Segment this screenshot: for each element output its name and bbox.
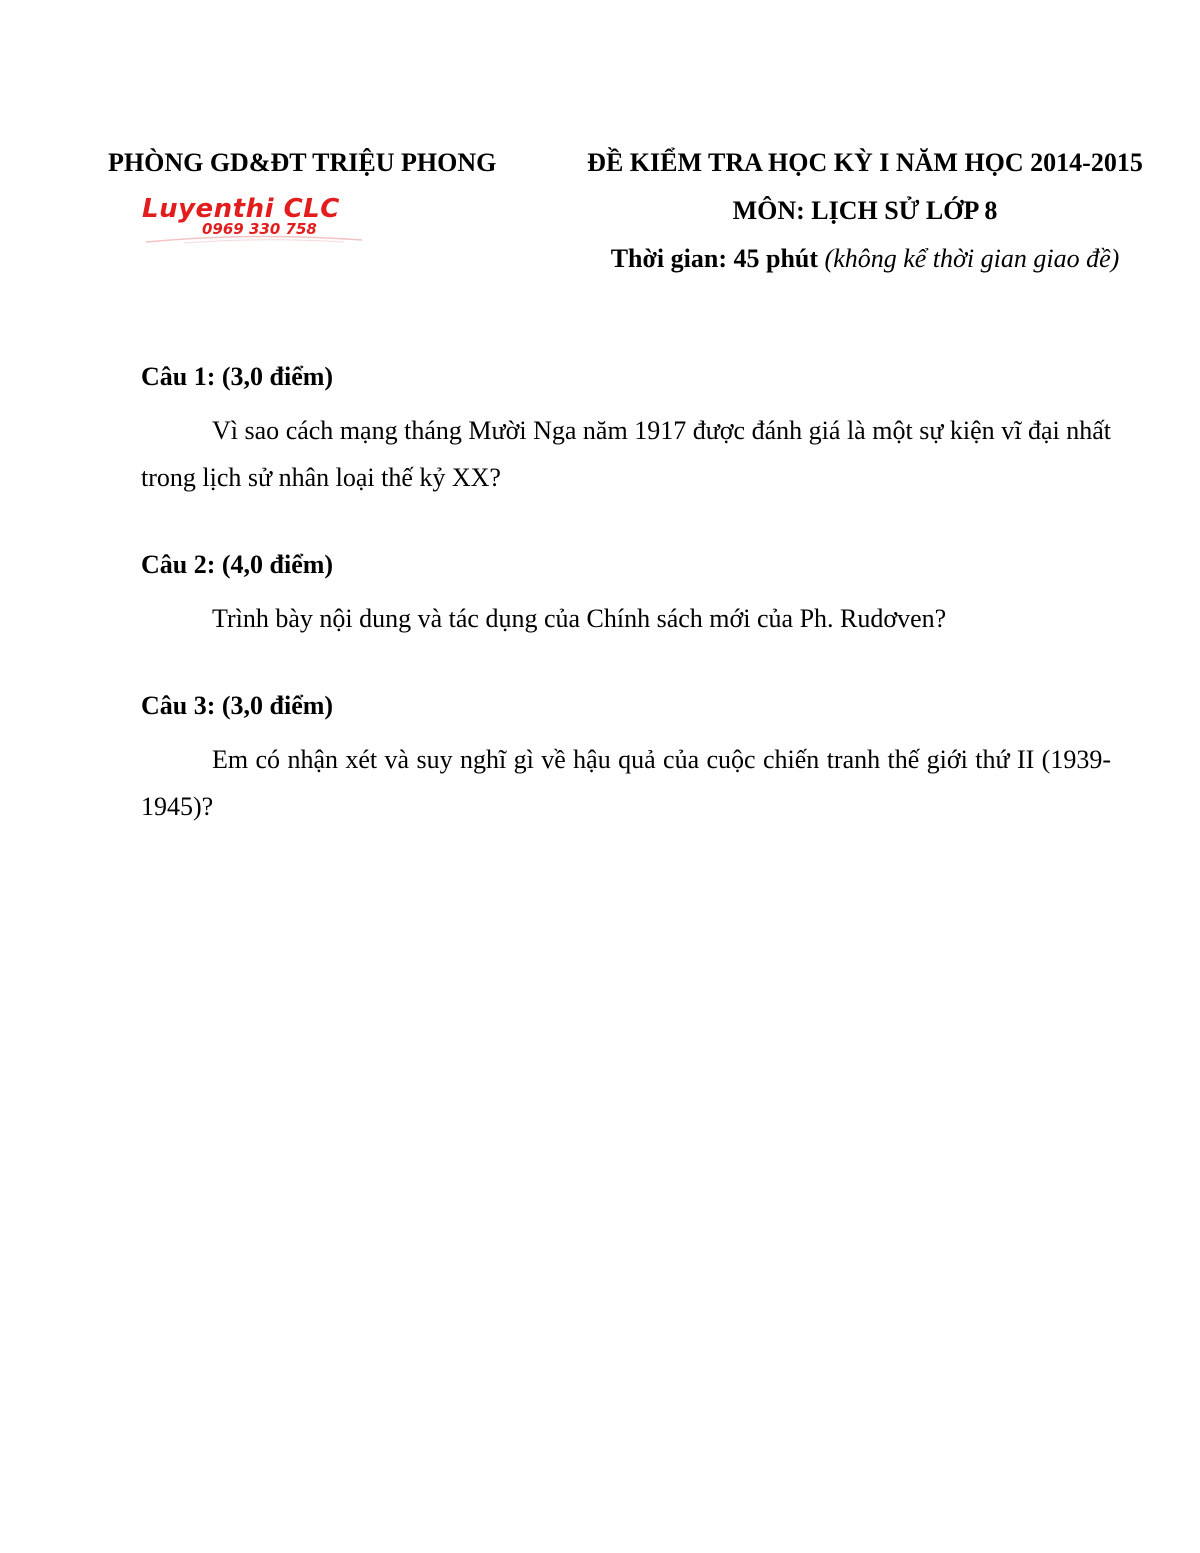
header-right [560,146,1170,276]
organization-name: PHÒNG GD&ĐT TRIỆU PHONG [108,148,497,177]
question-text: Vì sao cách mạng tháng Mười Nga năm 1917 được đánh giá là một sự kiện vĩ đại nhất trong lịch sử nhân loại thế kỷ XX? [141,416,1111,492]
question-text: Trình bày nội dung và tác dụng của Chính sách mới của Ph. Rudơven? [212,604,947,633]
question-3 [141,689,1111,830]
logo-swoosh-icon [144,234,364,244]
exam-subject: MÔN: LỊCH SỬ LỚP 8 [732,196,998,225]
header-left [108,146,528,238]
exam-time [560,242,1170,276]
logo-brand-text: Luyenthi CLC [142,194,340,224]
question-2 [141,548,1111,642]
questions-section [141,360,1111,877]
luyenthi-logo [142,194,382,244]
question-1 [141,360,1111,501]
question-title: Câu 3: (3,0 điểm) [141,691,334,720]
time-label: Thời gian: 45 phút [610,244,819,273]
time-note: (không kể thời gian giao đề) [824,244,1120,273]
logo-phone-text: 0969 330 758 [202,220,317,238]
question-title: Câu 2: (4,0 điểm) [141,550,334,579]
question-text: Em có nhận xét và suy nghĩ gì về hậu quả của cuộc chiến tranh thế giới thứ II (1939-1945)? [141,745,1111,821]
exam-title: ĐỀ KIỂM TRA HỌC KỲ I NĂM HỌC 2014-2015 [587,148,1143,177]
question-title: Câu 1: (3,0 điểm) [141,362,334,391]
